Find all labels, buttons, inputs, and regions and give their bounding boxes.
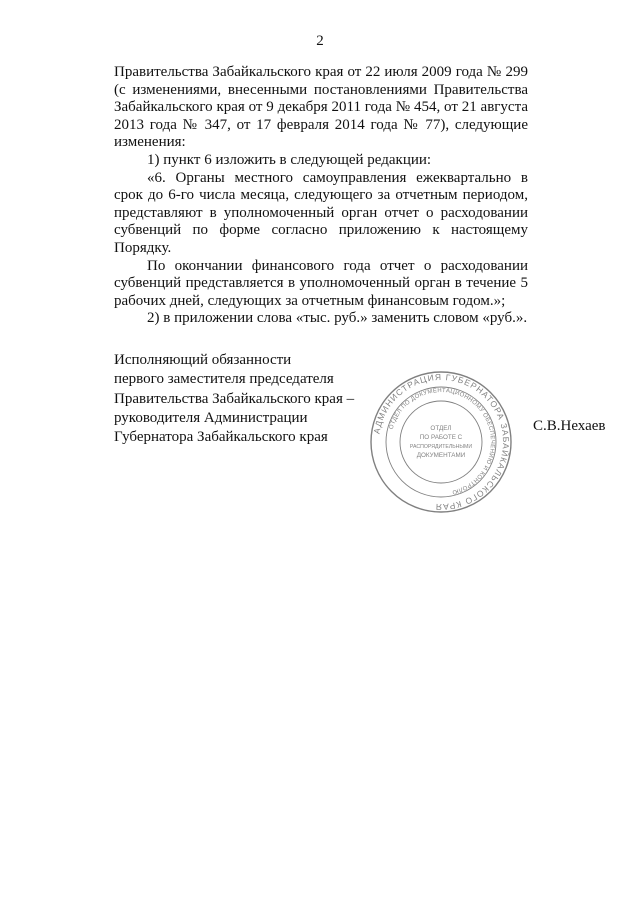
paragraph-amendments-intro: Правительства Забайкальского края от 22 июля 2009 года № 299 (с изменениями, внесенными постановлениями Правительства Забайкальского края от 9 декабря 2011 года № 454, от 21 августа 2013 года № 347, от 17 февраля 2014 года № 77), следующие изменения: — [114, 64, 528, 151]
signer-position-line: Губернатора Забайкальского края — [114, 429, 328, 446]
signature-block — [114, 351, 354, 447]
svg-text:ПО РАБОТЕ С: ПО РАБОТЕ С — [419, 434, 463, 441]
seal-outer-text: АДМИНИСТРАЦИЯ ГУБЕРНАТОРА ЗАБАЙКАЛЬСКОГО КРАЯ — [371, 371, 512, 513]
paragraph-item-1: 1) пункт 6 изложить в следующей редакции: — [147, 151, 432, 168]
signer-position-line: руководителя Администрации — [114, 409, 308, 426]
signer-position-line: Исполняющий обязанности — [114, 352, 292, 368]
svg-text:РАСПОРЯДИТЕЛЬНЫМИ: РАСПОРЯДИТЕЛЬНЫМИ — [409, 444, 473, 450]
svg-text:ОТДЕЛ: ОТДЕЛ — [430, 425, 452, 432]
official-seal-stamp — [368, 369, 514, 515]
signer-position-line: Правительства Забайкальского края – — [114, 390, 355, 407]
paragraph-quote-1: «6. Органы местного самоуправления ежеквартально в срок до 6-го числа месяца, следующего за отчетным периодом, представляют в уполномоченный орган отчет о расходовании субвенций по форме согласно приложению к настоящему Порядку. — [114, 169, 528, 256]
signer-name: С.В.Нехаев — [533, 418, 606, 434]
seal-middle-text: ОТДЕЛ ПО ДОКУМЕНТАЦИОННОМУ ОБЕСПЕЧЕНИЮ И КОНТРОЛЮ — [388, 387, 496, 495]
signer-position-line: первого заместителя председателя — [114, 371, 334, 388]
document-body — [114, 64, 528, 328]
paragraph-item-2: 2) в приложении слова «тыс. руб.» заменить словом «руб.». — [147, 310, 528, 327]
seal-center-text — [410, 425, 472, 459]
svg-text:ДОКУМЕНТАМИ: ДОКУМЕНТАМИ — [416, 452, 466, 459]
page-number: 2 — [316, 33, 324, 49]
paragraph-quote-2: По окончании финансового года отчет о расходовании субвенций представляется в уполномоченный орган в течение 5 рабочих дней, следующих за отчетным финансовым годом.»; — [114, 257, 528, 309]
